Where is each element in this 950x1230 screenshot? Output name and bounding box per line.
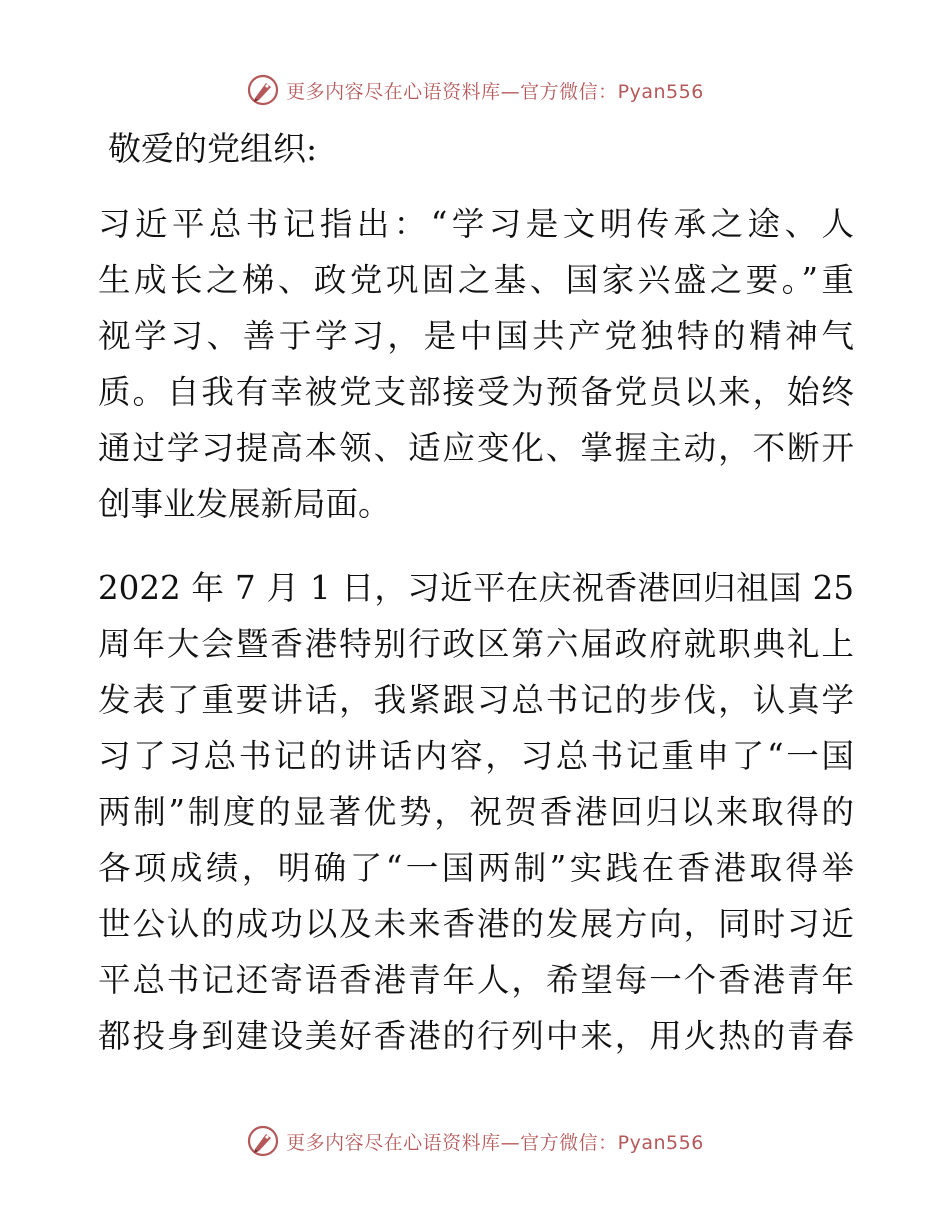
text-line: 2022 年 7 月 1 日，习近平在庆祝香港回归祖国 25 [98, 569, 854, 607]
paragraph-2 [98, 560, 854, 1064]
header-watermark [0, 70, 950, 110]
footer-watermark [0, 1121, 950, 1161]
text-line: 习近平总书记指出：“学习是文明传承之途、人 [98, 205, 854, 243]
paragraph-1 [98, 196, 854, 532]
text-line: 视学习、善于学习，是中国共产党独特的精神气 [98, 317, 854, 355]
text-line: 都投身到建设美好香港的行列中来，用火热的青春 [98, 1017, 854, 1055]
salutation: 敬爱的党组织: [108, 129, 318, 168]
text-line: 平总书记还寄语香港青年人，希望每一个香港青年 [98, 961, 854, 999]
text-line: 习了习总书记的讲话内容，习总书记重申了“一国 [98, 737, 854, 775]
text-line: 发表了重要讲话，我紧跟习总书记的步伐，认真学 [98, 681, 854, 719]
text-line: 世公认的成功以及未来香港的发展方向，同时习近 [98, 905, 854, 943]
watermark-text: 更多内容尽在心语资料库—官方微信：Pyan556 [286, 80, 704, 103]
text-line: 创事业发展新局面。 [98, 485, 391, 523]
text-line: 通过学习提高本领、适应变化、掌握主动，不断开 [98, 429, 854, 467]
text-line: 各项成绩，明确了“一国两制”实践在香港取得举 [98, 849, 854, 887]
text-line: 生成长之梯、政党巩固之基、国家兴盛之要。”重 [98, 261, 854, 299]
watermark-text: 更多内容尽在心语资料库—官方微信：Pyan556 [286, 1131, 704, 1154]
text-line: 质。自我有幸被党支部接受为预备党员以来，始终 [98, 373, 854, 411]
pen-nib-logo-icon [246, 1124, 280, 1158]
text-line: 两制”制度的显著优势，祝贺香港回归以来取得的 [98, 793, 854, 831]
text-line: 周年大会暨香港特别行政区第六届政府就职典礼上 [98, 625, 854, 663]
pen-nib-logo-icon [246, 73, 280, 107]
